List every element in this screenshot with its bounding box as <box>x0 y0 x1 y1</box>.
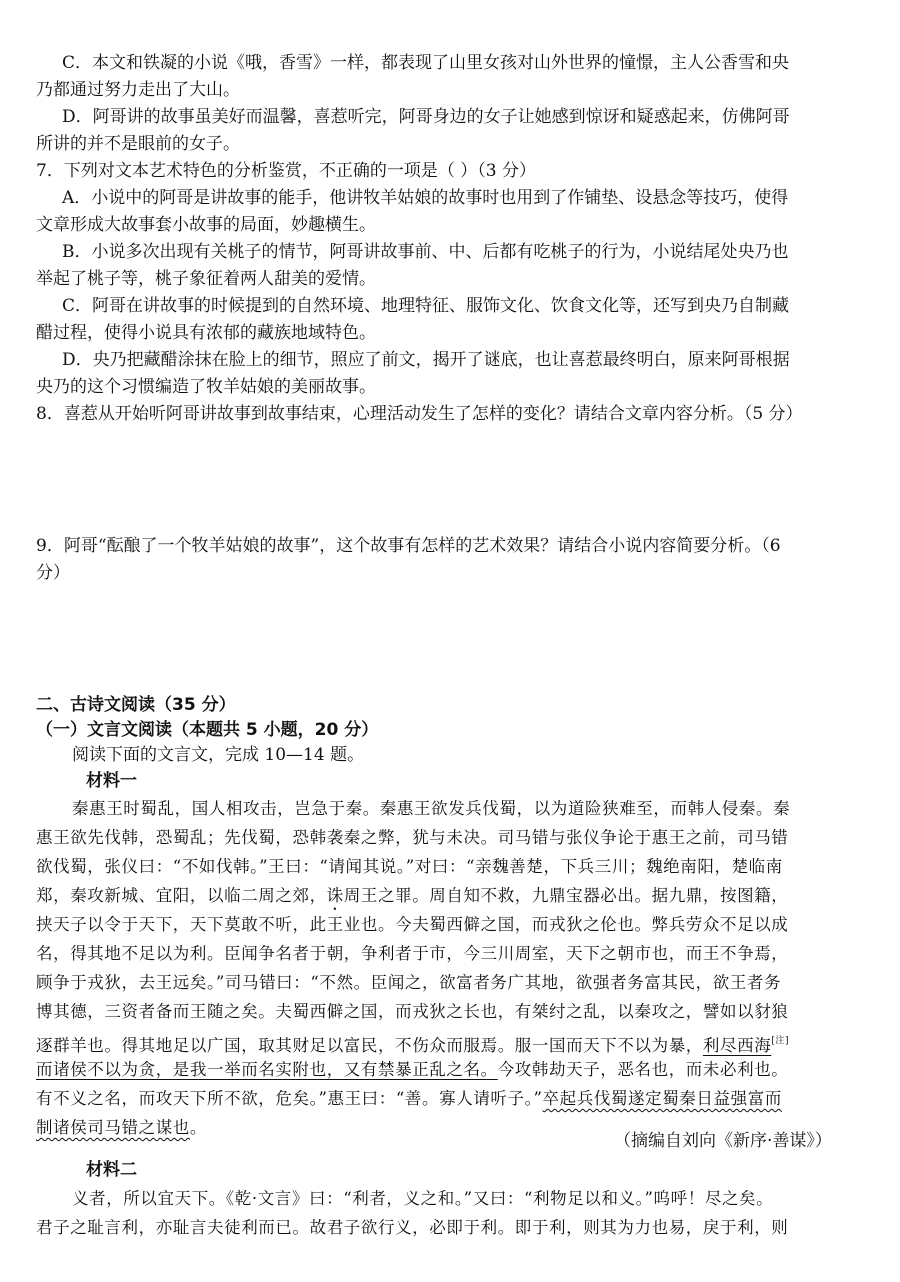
material1-line1: 秦惠王时蜀乱，国人相攻击，岂急于秦。秦惠王欲发兵伐蜀，以为道险狭难至，而韩人侵秦。秦 <box>72 799 791 818</box>
q9-stem-line2: 分） <box>36 563 70 583</box>
q6-option-c-line2: 乃都通过努力走出了大山。 <box>36 80 240 100</box>
material2-line2: 君子之耻言利，亦耻言夫徒利而已。故君子欲行义，必即于利。即于利，则其为力也易，戾于利，则 <box>36 1218 789 1237</box>
q7-option-b-line2: 举起了桃子等，桃子象征着两人甜美的爱情。 <box>36 269 376 289</box>
material1-source: （摘编自刘向《新序·善谋》） <box>614 1131 832 1151</box>
instruction-text: 阅读下面的文言文，完成 10—14 题。 <box>72 745 365 765</box>
q7-option-a-line2: 文章形成大故事套小故事的局面，妙趣横生。 <box>36 215 376 235</box>
material-two-label: 材料二 <box>86 1160 137 1180</box>
q7-option-d-line2: 央乃的这个习惯编造了牧羊姑娘的美丽故事。 <box>36 377 376 397</box>
q6-option-d-line2: 所讲的并不是眼前的女子。 <box>36 134 240 154</box>
material1-line4 <box>36 883 788 914</box>
material1-line4-part2: 周王之罪。周自知不救，九鼎宝器必出。据九鼎，按图籍， <box>343 886 789 905</box>
material-one-label: 材料一 <box>86 771 137 791</box>
q9-stem-line1: 9．阿哥“酝酿了一个牧羊姑娘的故事”，这个故事有怎样的艺术效果？请结合小说内容简要分析。（6 <box>36 536 781 556</box>
material1-line9-part1: 逐群羊也。得其地足以广国，取其财足以富民，不伤众而服焉。服一国而天下不以为暴， <box>36 1036 703 1055</box>
material2-line1: 义者，所以宜天下。《乾·文言》曰：“利者，义之和。”又曰：“利物足以和义。”呜呼！尽之矣。 <box>72 1189 774 1208</box>
q7-option-a-line1: A．小说中的阿哥是讲故事的能手，他讲牧羊姑娘的故事时也用到了作铺垫、设悬念等技巧，使得 <box>62 188 789 208</box>
section-title: 二、古诗文阅读（35 分） <box>36 695 236 715</box>
material1-line2: 惠王欲先伐韩，恐蜀乱；先伐蜀，恐韩袭秦之弊，犹与未决。司马错与张仪争论于惠王之前，司马错 <box>36 828 789 847</box>
material1-line12 <box>36 1115 207 1141</box>
material1-line3: 欲伐蜀，张仪曰：“不如伐韩。”王曰：“请闻其说。”对曰：“亲魏善楚，下兵三川；魏绝南阳，楚临南 <box>36 857 783 876</box>
q6-option-d-line1: D．阿哥讲的故事虽美好而温馨，喜惹听完，阿哥身边的女子让她感到惊讶和疑惑起来，仿佛阿哥 <box>62 107 790 127</box>
footnote-marker: [注] <box>771 1036 790 1046</box>
wavy-underlined-sentence-start: 卒起兵伐蜀遂定蜀秦日益强富而 <box>542 1089 782 1108</box>
q7-option-b-line1: B．小说多次出现有关桃子的情节，阿哥讲故事前、中、后都有吃桃子的行为，小说结尾处央乃也 <box>62 242 789 262</box>
material1-line8: 博其德，三资者备而王随之矣。夫蜀西僻之国，而戎狄之长也，有桀纣之乱，以秦攻之，譬如以豺狼 <box>36 1002 789 1021</box>
q7-option-c-line1: C．阿哥在讲故事的时候提到的自然环境、地理特征、服饰文化、饮食文化等，还写到央乃自制藏 <box>62 296 790 316</box>
q7-option-c-line2: 醋过程，使得小说具有浓郁的藏族地域特色。 <box>36 323 376 343</box>
material1-line4-part1: 郑，秦攻新城、宜阳，以临二周之郊， <box>36 886 327 905</box>
q7-stem: 7．下列对文本艺术特色的分析鉴赏，不正确的一项是（ ）（3 分） <box>36 161 536 181</box>
material1-line9 <box>36 1028 789 1059</box>
material1-line7: 顾争于戎狄，去王远矣。”司马错曰：“不然。臣闻之，欲富者务广其地，欲强者务富其民，欲王者务 <box>36 973 782 992</box>
material1-line12-part2: 。 <box>189 1118 208 1137</box>
material1-line6: 名，得其地不足以为利。臣闻争名者于朝，争利者于市，今三川周室，天下之朝市也，而王不争焉， <box>36 944 789 963</box>
material1-line11-part1: 有不义之名，而攻天下所不欲，危矣。”惠王曰：“善。寡人请听子。” <box>36 1089 543 1108</box>
underlined-sentence-end: 而诸侯不以为贪，是我一举而名实附也，又有禁暴正乱之名。 <box>36 1060 498 1079</box>
emphasized-word-zhu: 诛 <box>326 886 344 905</box>
q8-stem: 8．喜惹从开始听阿哥讲故事到故事结束，心理活动发生了怎样的变化？请结合文章内容分析。（5 分） <box>36 404 803 424</box>
material1-line10-part2: 今攻韩劫天子，恶名也，而未必利也。 <box>497 1060 789 1079</box>
material1-line5: 挟天子以令于天下，天下莫敢不听，此王业也。今夫蜀西僻之国，而戎狄之伦也。弊兵劳众不足以成 <box>36 915 789 934</box>
q7-option-d-line1: D．央乃把藏醋涂抹在脸上的细节，照应了前文，揭开了谜底，也让喜惹最终明白，原来阿哥根据 <box>62 350 790 370</box>
underlined-sentence-start: 利尽西海 <box>702 1036 772 1055</box>
material1-line10 <box>36 1057 788 1083</box>
subsection-title: （一）文言文阅读（本题共 5 小题，20 分） <box>36 720 379 740</box>
material1-line11 <box>36 1086 782 1112</box>
q6-option-c-line1: C．本文和铁凝的小说《哦，香雪》一样，都表现了山里女孩对山外世界的憧憬，主人公香雪和央 <box>62 53 790 73</box>
wavy-underlined-sentence-end: 制诸侯司马错之谋也 <box>36 1118 190 1137</box>
